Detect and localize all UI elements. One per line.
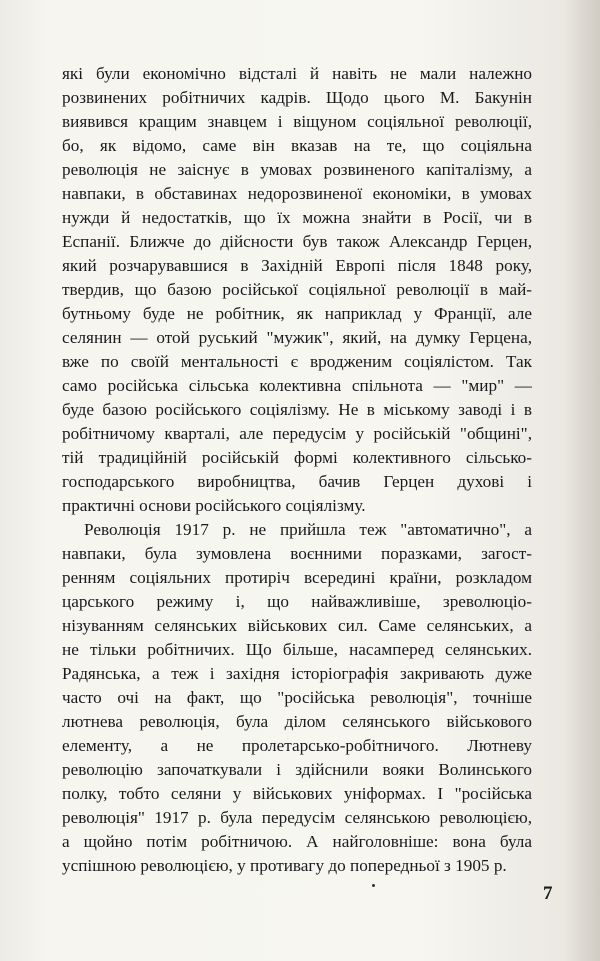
text-line: робітничому кварталі, але передусім у російській "общині",: [62, 424, 532, 443]
text-line: само російська сільська колективна спільнота — "мир" —: [62, 376, 532, 395]
text-line: навпаки, в обставинах недорозвиненої економіки, в умовах: [62, 184, 532, 203]
text-line: господарського виробництва, бачив Герцен духові і: [62, 472, 532, 491]
paragraph-2: [62, 518, 532, 878]
text-line: який розчарувавшися в Західній Европі після 1848 року,: [62, 256, 532, 275]
print-speck: [372, 884, 375, 887]
text-line: виявився кращим знавцем і віщуном соціяльної революції,: [62, 112, 532, 131]
text-line: революцію започаткували і здійснили вояки Волинського: [62, 760, 532, 779]
text-line: вже по своїй ментальності є вродженим соціялістом. Так: [62, 352, 532, 371]
text-line: які були економічно відсталі й навіть не мали належно: [62, 64, 532, 83]
text-line: революція" 1917 р. була передусім селянською революцією,: [62, 808, 532, 827]
text-line: елементу, а не пролетарсько-робітничого. Лютневу: [62, 736, 532, 755]
text-line: полку, тобто селяни у військових уніформах. І "російська: [62, 784, 532, 803]
page-edge-shadow: [564, 0, 600, 961]
text-line: розвинених робітничих кадрів. Щодо цього М. Бакунін: [62, 88, 532, 107]
paragraph-1: [62, 62, 532, 518]
text-line: ренням соціяльних протиріч всередині країни, розкладом: [62, 568, 532, 587]
text-line: селянин — отой руський "мужик", який, на думку Герцена,: [62, 328, 532, 347]
text-line: буде базою російського соціялізму. Не в міському заводі і в: [62, 400, 532, 419]
page-number: 7: [543, 883, 553, 904]
text-line: твердив, що базою російської соціяльної революції в май-: [62, 280, 532, 299]
text-line: бо, як відомо, саме він вказав на те, що соціяльна: [62, 136, 532, 155]
text-line: навпаки, була зумовлена воєнними поразками, загост-: [62, 544, 532, 563]
text-line: царського режиму і, що найважливіше, зреволюціо-: [62, 592, 532, 611]
text-line: лютнева революція, була ділом селянського військового: [62, 712, 532, 731]
text-line: нужди й недостатків, що їх можна знайти в Росії, чи в: [62, 208, 532, 227]
text-line: бутньому буде не робітник, як наприклад у Франції, але: [62, 304, 532, 323]
text-line: революція не заіснує в умовах розвиненого капіталізму, а: [62, 160, 532, 179]
text-line: а щойно потім робітничою. А найголовніше: вона була: [62, 832, 532, 851]
text-line: Радянська, а теж і західня історіографія закривають дуже: [62, 664, 532, 683]
text-line: практичні основи російського соціялізму.: [62, 496, 366, 515]
text-line: тій традиційній російській формі колективного сільсько-: [62, 448, 532, 467]
text-line: Революція 1917 р. не прийшла теж "автоматично", а: [84, 520, 532, 539]
body-text: [62, 62, 532, 878]
text-line: часто очі на факт, що "російська революція", точніше: [62, 688, 532, 707]
text-line: нізуванням селянських військових сил. Саме селянських, а: [62, 616, 532, 635]
text-line: успішною революцією, у противагу до попередньої з 1905 р.: [62, 856, 507, 875]
text-line: не тільки робітничих. Що більше, насамперед селянських.: [62, 640, 532, 659]
text-line: Еспанії. Ближче до дійсности був також Александр Герцен,: [62, 232, 532, 251]
